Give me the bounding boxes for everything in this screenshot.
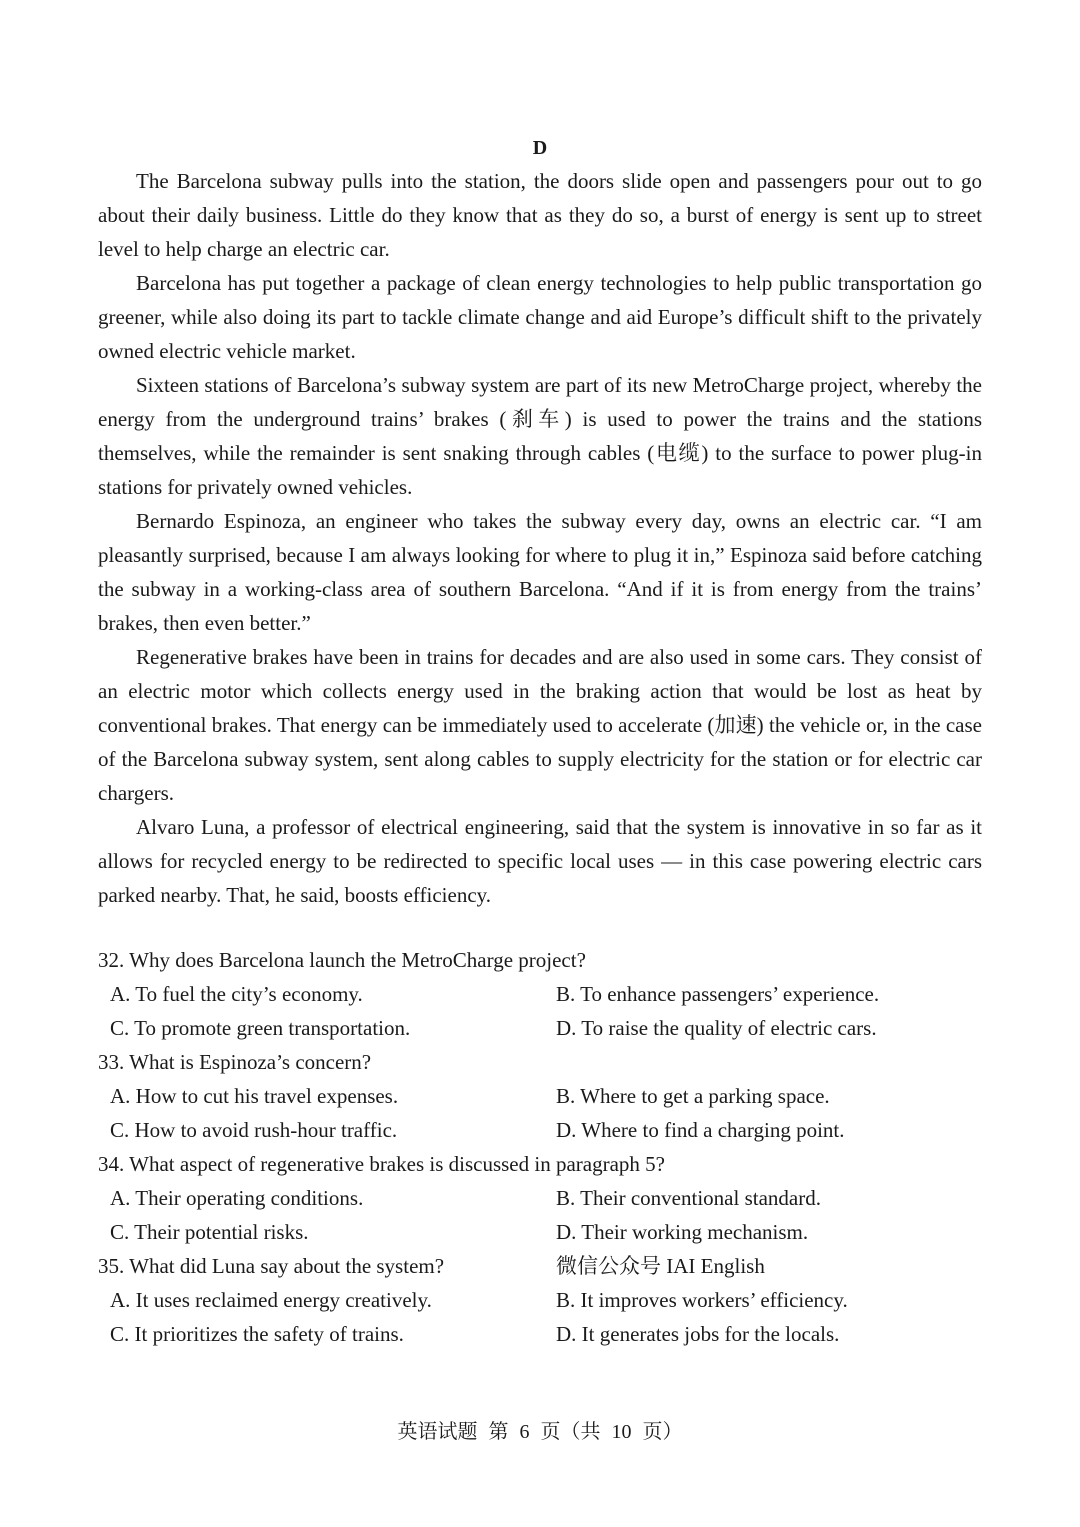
question-32-option-b: B. To enhance passengers’ experience. [556, 982, 880, 1006]
question-34-stem-row [98, 1147, 982, 1181]
question-32-option-a: A. To fuel the city’s economy. [110, 982, 363, 1006]
question-33-option-d: D. Where to find a charging point. [556, 1118, 845, 1142]
question-34-option-b: B. Their conventional standard. [556, 1186, 821, 1210]
section-label: D [532, 137, 548, 159]
question-32-option-c: C. To promote green transportation. [110, 1016, 411, 1040]
question-34-option-c: C. Their potential risks. [110, 1220, 309, 1244]
question-35-stem-row [98, 1249, 982, 1283]
question-32-stem-row [98, 943, 982, 977]
question-35-options-cd [98, 1317, 982, 1351]
question-34-option-d: D. Their working mechanism. [556, 1220, 809, 1244]
watermark-note: 微信公众号 IAI English [556, 1254, 765, 1278]
question-33-option-c: C. How to avoid rush-hour traffic. [110, 1118, 398, 1142]
question-32-option-d: D. To raise the quality of electric cars. [556, 1016, 877, 1040]
question-33-options-ab [98, 1079, 982, 1113]
passage-paragraph-4: Bernardo Espinoza, an engineer who takes the subway every day, owns an electric car. “I am pleasantly surprised, because I am always looking for where to plug it in,” Espinoza said before catching the subway in a working-class area of southern Barcelona. “And if it is from energy from the trains’ brakes, then even better.” [98, 509, 982, 635]
question-35-option-a: A. It uses reclaimed energy creatively. [110, 1288, 432, 1312]
question-32-options-cd [98, 1011, 982, 1045]
question-33-stem: 33. What is Espinoza’s concern? [98, 1050, 372, 1074]
question-35-options-ab [98, 1283, 982, 1317]
question-35-option-d: D. It generates jobs for the locals. [556, 1322, 840, 1346]
question-list [98, 943, 982, 1351]
question-33-option-b: B. Where to get a parking space. [556, 1084, 830, 1108]
question-35-option-b: B. It improves workers’ efficiency. [556, 1288, 848, 1312]
reading-passage [98, 164, 982, 912]
question-35-stem: 35. What did Luna say about the system? [98, 1254, 445, 1278]
passage-paragraph-6: Alvaro Luna, a professor of electrical engineering, said that the system is innovative in so far as it allows for recycled energy to be redirected to specific local uses — in this case powering electric cars parked nearby. That, he said, boosts efficiency. [98, 815, 982, 907]
question-32-options-ab [98, 977, 982, 1011]
question-33-option-a: A. How to cut his travel expenses. [110, 1084, 399, 1108]
passage-paragraph-1: The Barcelona subway pulls into the station, the doors slide open and passengers pour out to go about their daily business. Little do they know that as they do so, a burst of energy is sent up to street level to help charge an electric car. [98, 169, 982, 261]
page-footer: 英语试题 第 6 页（共 10 页） [397, 1421, 683, 1443]
question-34-stem: 34. What aspect of regenerative brakes is discussed in paragraph 5? [98, 1152, 665, 1176]
question-33-options-cd [98, 1113, 982, 1147]
passage-paragraph-3: Sixteen stations of Barcelona’s subway system are part of its new MetroCharge project, whereby the energy from the underground trains’ brakes (刹车) is used to power the trains and the stations themselves, while the remainder is sent snaking through cables (电缆) to the surface to power plug-in stations for privately owned vehicles. [98, 373, 982, 499]
passage-paragraph-5: Regenerative brakes have been in trains for decades and are also used in some cars. They consist of an electric motor which collects energy used in the braking action that would be lost as heat by conventional brakes. That energy can be immediately used to accelerate (加速) the vehicle or, in the case of the Barcelona subway system, sent along cables to supply electricity for the station or for electric car chargers. [98, 645, 982, 805]
question-32-stem: 32. Why does Barcelona launch the MetroCharge project? [98, 948, 586, 972]
question-34-options-cd [98, 1215, 982, 1249]
question-34-option-a: A. Their operating conditions. [110, 1186, 364, 1210]
question-34-options-ab [98, 1181, 982, 1215]
passage-paragraph-2: Barcelona has put together a package of clean energy technologies to help public transportation go greener, while also doing its part to tackle climate change and aid Europe’s difficult shift to the privately owned electric vehicle market. [98, 271, 982, 363]
question-35-option-c: C. It prioritizes the safety of trains. [110, 1322, 404, 1346]
question-33-stem-row [98, 1045, 982, 1079]
